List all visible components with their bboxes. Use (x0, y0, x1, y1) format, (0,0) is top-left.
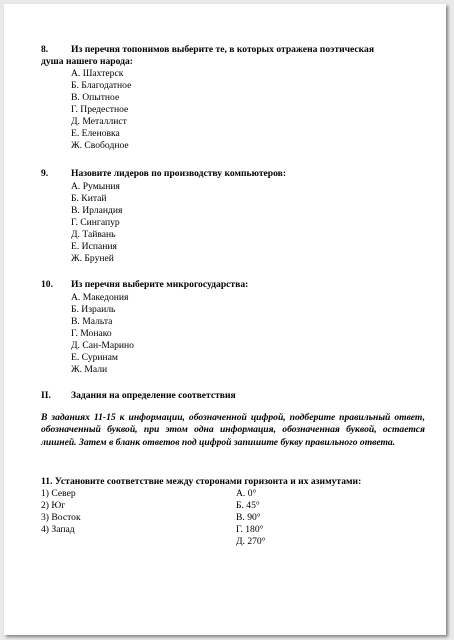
match-item-right: Б. 45° (236, 500, 260, 511)
answer-option: Ж. Мали (71, 364, 108, 375)
answer-option: Ж. Бруней (71, 253, 114, 264)
answer-option: Г. Монако (71, 328, 112, 339)
question-text-continuation: душа нашего народа: (41, 56, 133, 67)
section-number: II. (41, 390, 51, 401)
answer-option: Г. Сингапур (71, 217, 120, 228)
match-item-left: 4) Запад (41, 524, 75, 535)
match-item-right: В. 90° (236, 512, 261, 523)
answer-option: В. Мальта (71, 316, 113, 327)
answer-option: В. Опытное (71, 92, 120, 103)
answer-option: Г. Предестное (71, 104, 129, 115)
question-text: Из перечня топонимов выберите те, в которых отражена поэтическая (71, 44, 375, 55)
answer-option: Ж. Свободное (71, 140, 129, 151)
question-text: Назовите лидеров по производству компьютеров: (71, 168, 287, 179)
question-number: 8. (41, 44, 49, 55)
answer-option: В. Ирландия (71, 205, 123, 216)
answer-option: А. Македония (71, 292, 129, 303)
question-number: 9. (41, 168, 49, 179)
answer-option: Б. Израиль (71, 304, 116, 315)
answer-option: Е. Суринам (71, 352, 119, 363)
answer-option: А. Румыния (71, 181, 120, 192)
match-item-left: 3) Восток (41, 512, 81, 523)
question-number: 10. (41, 279, 53, 290)
question-text: 11. Установите соответствие между сторонами горизонта и их азимутами: (41, 476, 362, 487)
answer-option: А. Шахтерск (71, 68, 124, 79)
document-page (4, 4, 446, 635)
answer-option: Б. Китай (71, 193, 107, 204)
answer-option: Е. Испания (71, 241, 117, 252)
answer-option: Б. Благодатное (71, 80, 132, 91)
match-item-left: 1) Север (41, 488, 76, 499)
match-item-left: 2) Юг (41, 500, 66, 511)
match-item-right: Г. 180° (236, 524, 264, 535)
section-title: Задания на определение соответствия (71, 390, 236, 401)
instructions-paragraph: В заданиях 11-15 к информации, обозначенной цифрой, подберите правильный ответ, обозначенный буквой, при этом одна информация, обозначенная буквой, остается лишней. Затем в бланк ответов под цифрой запишите букву правильного ответа. (41, 412, 425, 448)
answer-option: Д. Металлист (71, 116, 127, 127)
match-item-right: Д. 270° (236, 536, 266, 547)
answer-option: Е. Еленовка (71, 128, 120, 139)
match-item-right: А. 0° (236, 488, 257, 499)
answer-option: Д. Тайвань (71, 229, 116, 240)
answer-option: Д. Сан-Марино (71, 340, 134, 351)
question-text: Из перечня выберите микрогосударства: (71, 279, 249, 290)
